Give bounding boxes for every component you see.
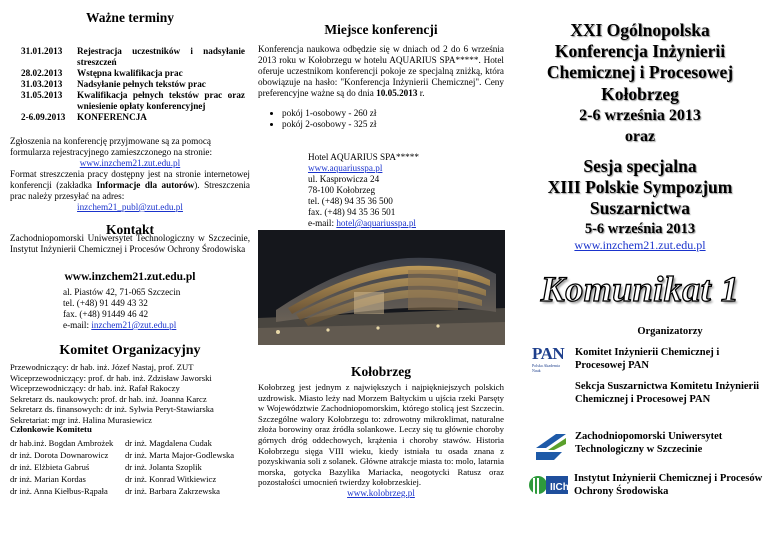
cover-title-line: Konferencja Inżynierii [554, 41, 726, 61]
deadline-row [21, 112, 245, 123]
hotel-city: 78-100 Kołobrzeg [308, 185, 376, 195]
organizer-pan [532, 345, 764, 375]
committee-role: Przewodniczący: dr hab. inż. Józef Nastaj, prof. ZUT [10, 362, 194, 372]
contact-email-link[interactable]: inzchem21@zut.edu.pl [91, 320, 177, 330]
member: dr inż. Elżbieta Gabruś [10, 462, 90, 472]
deadline-date: 28.02.2013 [21, 68, 63, 78]
members-left-column [10, 437, 125, 497]
member: dr inż. Anna Kiełbus-Rąpała [10, 486, 108, 496]
cover-website-link[interactable]: www.inzchem21.zut.edu.pl [574, 238, 706, 252]
member: dr inż. Barbara Zakrzewska [125, 486, 220, 496]
deadline-text: Wstępna kwalifikacja prac [77, 68, 183, 78]
contact-address: al. Piastów 42, 71-065 Szczecin [63, 287, 181, 297]
cover-title-line: Chemicznej i Procesowej [546, 62, 734, 82]
committee-role: Sekretarz ds. naukowych: prof. dr hab. inż. Joanna Karcz [10, 393, 207, 404]
deadline-date: 2-6.09.2013 [21, 112, 66, 122]
cover-title [516, 20, 764, 127]
registration-link[interactable]: www.inzchem21.zut.edu.pl [79, 158, 181, 168]
organizers-title: Organizatorzy [637, 326, 703, 337]
committee-role: Wiceprzewodniczący: prof. dr hab. inż. Zdzisław Jaworski [10, 372, 212, 383]
hotel-name: Hotel AQUARIUS SPA***** [308, 152, 419, 162]
hotel-email-link[interactable]: hotel@aquariusspa.pl [336, 218, 416, 228]
member: dr inż. Dorota Downarowicz [10, 450, 109, 460]
members-right-column [125, 437, 240, 497]
contact-email-line: e-mail: inzchem21@zut.edu.pl [63, 320, 177, 330]
organizer-name: Zachodniopomorski Uniwersytet Technologiczny w Szczecinie [575, 431, 723, 455]
hotel-building-illustration [258, 230, 505, 345]
committee-role: Wiceprzewodniczący: dr hab. inż. Rafał Rakoczy [10, 383, 180, 394]
cover-title-line: Kołobrzeg [601, 84, 679, 104]
contact-fax: fax. (+48) 91449 46 42 [63, 309, 149, 319]
publication-email-link[interactable]: inzchem21_publ@zut.edu.pl [77, 202, 183, 212]
contact-address-block [63, 287, 180, 331]
deadline-date: 31.03.2013 [21, 79, 63, 89]
session-line: 5-6 września 2013 [584, 221, 696, 237]
price-single: • pokój 1-osobowy - 260 zł [282, 108, 376, 119]
hotel-tel: tel. (+48) 94 35 36 500 [308, 196, 393, 206]
submissions-line1: Zgłoszenia na konferencję przyjmowane są za pomocą formularza rejestracyjnego zamieszczonego na stronie: [10, 136, 213, 157]
price-double: • pokój 2-osobowy - 325 zł [282, 119, 376, 130]
session-line: Suszarnictwa [589, 198, 691, 218]
kolobrzeg-title: Kołobrzeg [351, 364, 411, 379]
member: dr inż. Jolanta Szoplik [125, 462, 202, 472]
kolobrzeg-link-wrap [258, 488, 504, 498]
deadline-text: Nadsyłanie pełnych tekstów prac [77, 79, 206, 89]
komunikat-title: Komunikat 1 [540, 269, 740, 309]
member: dr inż. Magdalena Cudak [125, 438, 212, 448]
submissions-line2: Format streszczenia pracy dostępny jest na stronie internetowej konferencji (zakładka Informacje dla autorów). Streszczenia prac należy przesyłać na adres: [10, 169, 250, 201]
deadlines-list [21, 46, 245, 123]
cover-oraz: oraz [624, 128, 656, 145]
contact-website[interactable]: www.inzchem21.zut.edu.pl [64, 271, 196, 283]
member: dr hab.inż. Bogdan Ambrożek [10, 438, 114, 448]
committee-members-title: Członkowie Komitetu [10, 424, 92, 434]
contact-title: Kontakt [105, 222, 154, 237]
deadline-row [21, 68, 245, 79]
kolobrzeg-text: Kołobrzeg jest jednym z największych i najpiękniejszych polskich uzdrowisk. Miasto leży nad Morzem Bałtyckim u ujścia rzeki Parsęty w Województwie Zachodniopomorskim, którego stolicą jest Szczecin. Szczególne walory Kołobrzegu to: zdrowotny mikroklimat, naturalne złoża borowiny oraz źródła solankowe. Leczy się tu głównie choroby górnych dróg oddechowych, krążenia i choroby stawów. Historia Kołobrzegu sięga VIII wieku, kiedy istniała tu osada znana z pozyskiwania soli z solanek. Główne atrakcje miasta to: molo, latarnia morska, gotycka Bazylika Mariacka, neogotycki Ratusz oraz pozostałości umocnień twierdzy kołobrzeskiej. [258, 382, 504, 488]
organizer-name: Instytut Inżynierii Chemicznej i Procesów Ochrony Środowiska [574, 473, 763, 497]
venue-title: Miejsce konferencji [324, 22, 438, 37]
member: dr inż. Marian Kordas [10, 474, 86, 484]
committee-role: Sekretariat: mgr inż. Halina Murasiewicz [10, 414, 152, 425]
hotel-email-line: e-mail: hotel@aquariusspa.pl [308, 218, 416, 228]
pan-logo [532, 345, 568, 373]
committee-title: Komitet Organizacyjny [59, 343, 201, 358]
contact-tel: tel. (+48) 91 449 43 32 [63, 298, 148, 308]
organizer-iich [528, 470, 764, 504]
deadline-text: Rejestracja uczestników i nadsyłanie streszczeń [77, 46, 245, 67]
contact-text: Zachodniopomorski Uniwersytet Technologiczny w Szczecinie, Instytut Inżynierii Chemicznej i Procesów Ochrony Środowiska [10, 233, 250, 254]
hotel-photo [258, 230, 505, 345]
cover-title-line: XXI Ogólnopolska [570, 20, 710, 40]
hotel-website-link[interactable]: www.aquariusspa.pl [308, 163, 383, 173]
member: dr inż. Konrad Witkiewicz [125, 474, 217, 484]
member: dr inż. Marta Major-Godlewska [125, 450, 235, 460]
iich-logo-icon [528, 470, 570, 500]
deadline-row [21, 79, 245, 90]
committee-role: Sekretarz ds. finansowych: dr inż. Sylwia Peryt-Stawiarska [10, 404, 214, 415]
organizer-drying-section: Sekcja Suszarnictwa Komitetu Inżynierii Chemicznej i Procesowej PAN [575, 381, 760, 405]
cover-session [516, 156, 764, 239]
submissions-text [10, 136, 250, 213]
deadline-row [21, 46, 245, 68]
deadline-text: KONFERENCJA [77, 112, 147, 122]
deadlines-title: Ważne terminy [85, 10, 175, 25]
venue-text: Konferencja naukowa odbędzie się w dniach od 2 do 6 września 2013 roku w Kołobrzegu w hotelu AQUARIUS SPA*****. Hotel oferuje uczestnikom konferencji pokoje ze specjalną zniżką, która obowiązuje na hasło: "Konferencja Inżynierii Chemicznej". Ceny preferencyjne ważne są do dnia 10.05.2013 r. [258, 44, 504, 98]
cover-website-wrap [516, 238, 764, 253]
hotel-fax: fax. (+48) 94 35 36 501 [308, 207, 396, 217]
organizer-name: Komitet Inżynierii Chemicznej i Procesowej PAN [575, 347, 720, 371]
venue-prices [268, 108, 376, 130]
pan-logo-text: PAN [532, 344, 565, 363]
deadline-row [21, 90, 245, 112]
session-line: XIII Polskie Sympozjum [547, 177, 733, 197]
cover-title-line: 2-6 września 2013 [579, 107, 701, 124]
iich-logo-text: IICh [550, 482, 569, 493]
hotel-details [308, 152, 419, 229]
zut-logo-icon [534, 430, 568, 462]
organizer-zut [532, 430, 764, 464]
committee-roles [10, 362, 250, 426]
kolobrzeg-link[interactable]: www.kolobrzeg.pl [347, 488, 415, 498]
pan-logo-sub: Polska Akademia Nauk [532, 363, 560, 373]
session-line: Sesja specjalna [583, 156, 697, 176]
deadline-text: Kwalifikacja pełnych tekstów prac oraz wniesienie opłaty konferencyjnej [77, 90, 245, 111]
deadline-date: 31.01.2013 [21, 46, 63, 56]
deadline-date: 31.05.2013 [21, 90, 63, 100]
committee-members [10, 437, 240, 497]
hotel-street: ul. Kasprowicza 24 [308, 174, 380, 184]
